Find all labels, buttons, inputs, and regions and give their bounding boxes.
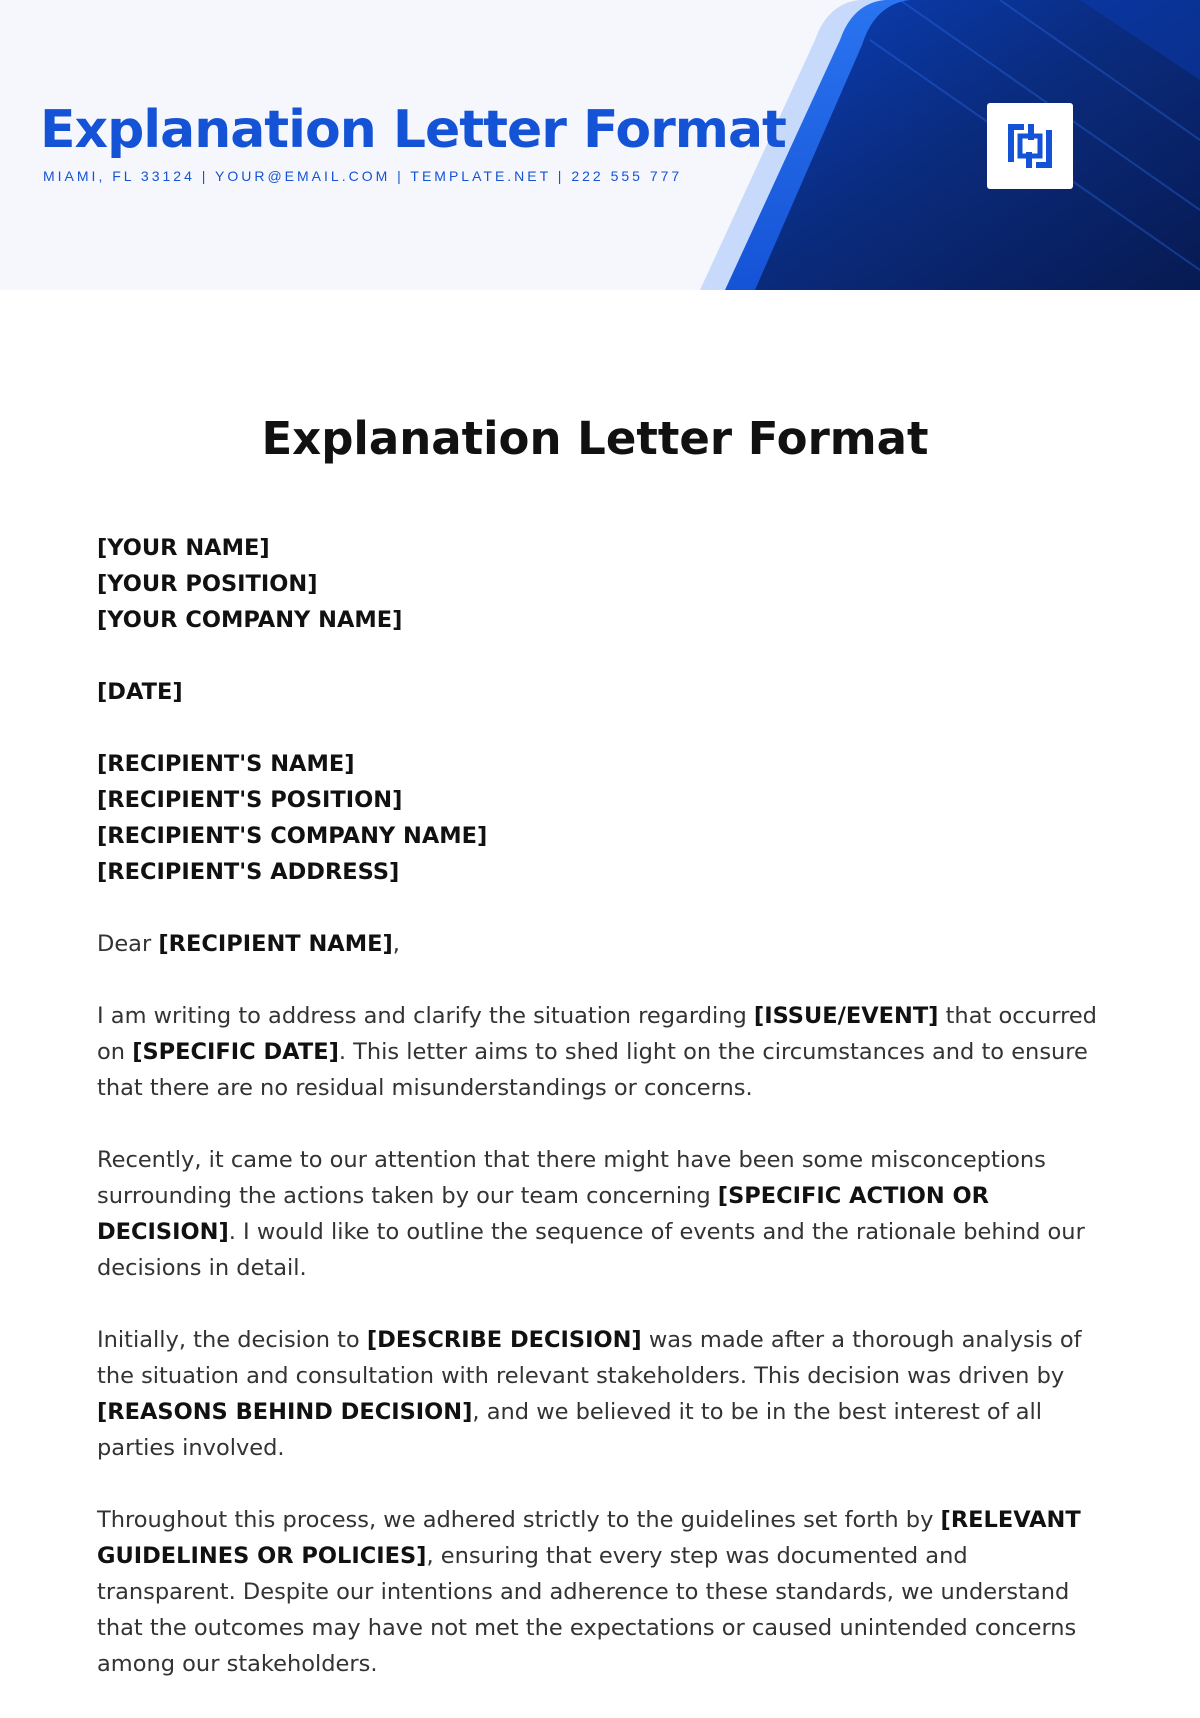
brand-title: Explanation Letter Format (40, 100, 786, 160)
p2-text-c: . I would like to outline the sequence of events and the rationale behind our decisions in detail. (97, 1219, 1085, 1281)
salutation-name: [RECIPIENT NAME] (158, 931, 393, 957)
recipient-company: [RECIPIENT'S COMPANY NAME] (97, 823, 488, 849)
logo-badge (987, 103, 1073, 189)
brand-contact-line: MIAMI, FL 33124 | YOUR@EMAIL.COM | TEMPLATE.NET | 222 555 777 (43, 168, 683, 184)
p1-text-e: . This letter aims to shed light on the circumstances and to ensure that there are no residual misunderstandings or concerns. (97, 1039, 1088, 1101)
p4-placeholder-guidelines: [RELEVANT GUIDELINES OR POLICIES] (97, 1507, 1081, 1569)
letter-body (97, 530, 1097, 1718)
p2-placeholder-action: [SPECIFIC ACTION OR DECISION] (97, 1183, 990, 1245)
p3-text-c: was made after a thorough analysis of the situation and consultation with relevant stakeholders. This decision was driven by (97, 1327, 1082, 1389)
paragraph-2 (97, 1142, 1097, 1286)
recipient-name: [RECIPIENT'S NAME] (97, 751, 355, 777)
recipient-block (97, 746, 1097, 890)
recipient-position: [RECIPIENT'S POSITION] (97, 787, 403, 813)
p3-placeholder-reasons: [REASONS BEHIND DECISION] (97, 1399, 473, 1425)
paragraph-1 (97, 998, 1097, 1106)
sender-block (97, 530, 1097, 638)
template-logo-icon (1004, 120, 1056, 172)
date-block (97, 674, 1097, 710)
paragraph-4 (97, 1502, 1097, 1682)
sender-position: [YOUR POSITION] (97, 571, 318, 597)
paragraph-3 (97, 1322, 1097, 1466)
document-title: Explanation Letter Format (261, 412, 929, 465)
salutation (97, 926, 1097, 962)
p3-text-a: Initially, the decision to (97, 1327, 367, 1353)
salutation-prefix: Dear (97, 931, 159, 957)
p1-placeholder-issue: [ISSUE/EVENT] (753, 1003, 939, 1029)
sender-name: [YOUR NAME] (97, 535, 270, 561)
p3-placeholder-decision: [DESCRIBE DECISION] (366, 1327, 642, 1353)
p2-text-a: Recently, it came to our attention that there might have been some misconceptions surrounding the actions taken by our team concerning (97, 1147, 1046, 1209)
p3-text-e: , and we believed it to be in the best interest of all parties involved. (97, 1399, 1043, 1461)
letterhead-banner (0, 0, 1200, 290)
p1-text-c: that occurred on (97, 1003, 1097, 1065)
letter-date: [DATE] (97, 679, 183, 705)
p4-text-a: Throughout this process, we adhered strictly to the guidelines set forth by (97, 1507, 941, 1533)
p1-placeholder-date: [SPECIFIC DATE] (132, 1039, 339, 1065)
sender-company: [YOUR COMPANY NAME] (97, 607, 403, 633)
salutation-suffix: , (392, 931, 400, 957)
recipient-address: [RECIPIENT'S ADDRESS] (97, 859, 400, 885)
p4-text-c: , ensuring that every step was documented and transparent. Despite our intentions and adherence to these standards, we understand that the outcomes may have not met the expectations or caused unintended concerns among our stakeholders. (97, 1543, 1077, 1677)
p1-text-a: I am writing to address and clarify the situation regarding (97, 1003, 754, 1029)
